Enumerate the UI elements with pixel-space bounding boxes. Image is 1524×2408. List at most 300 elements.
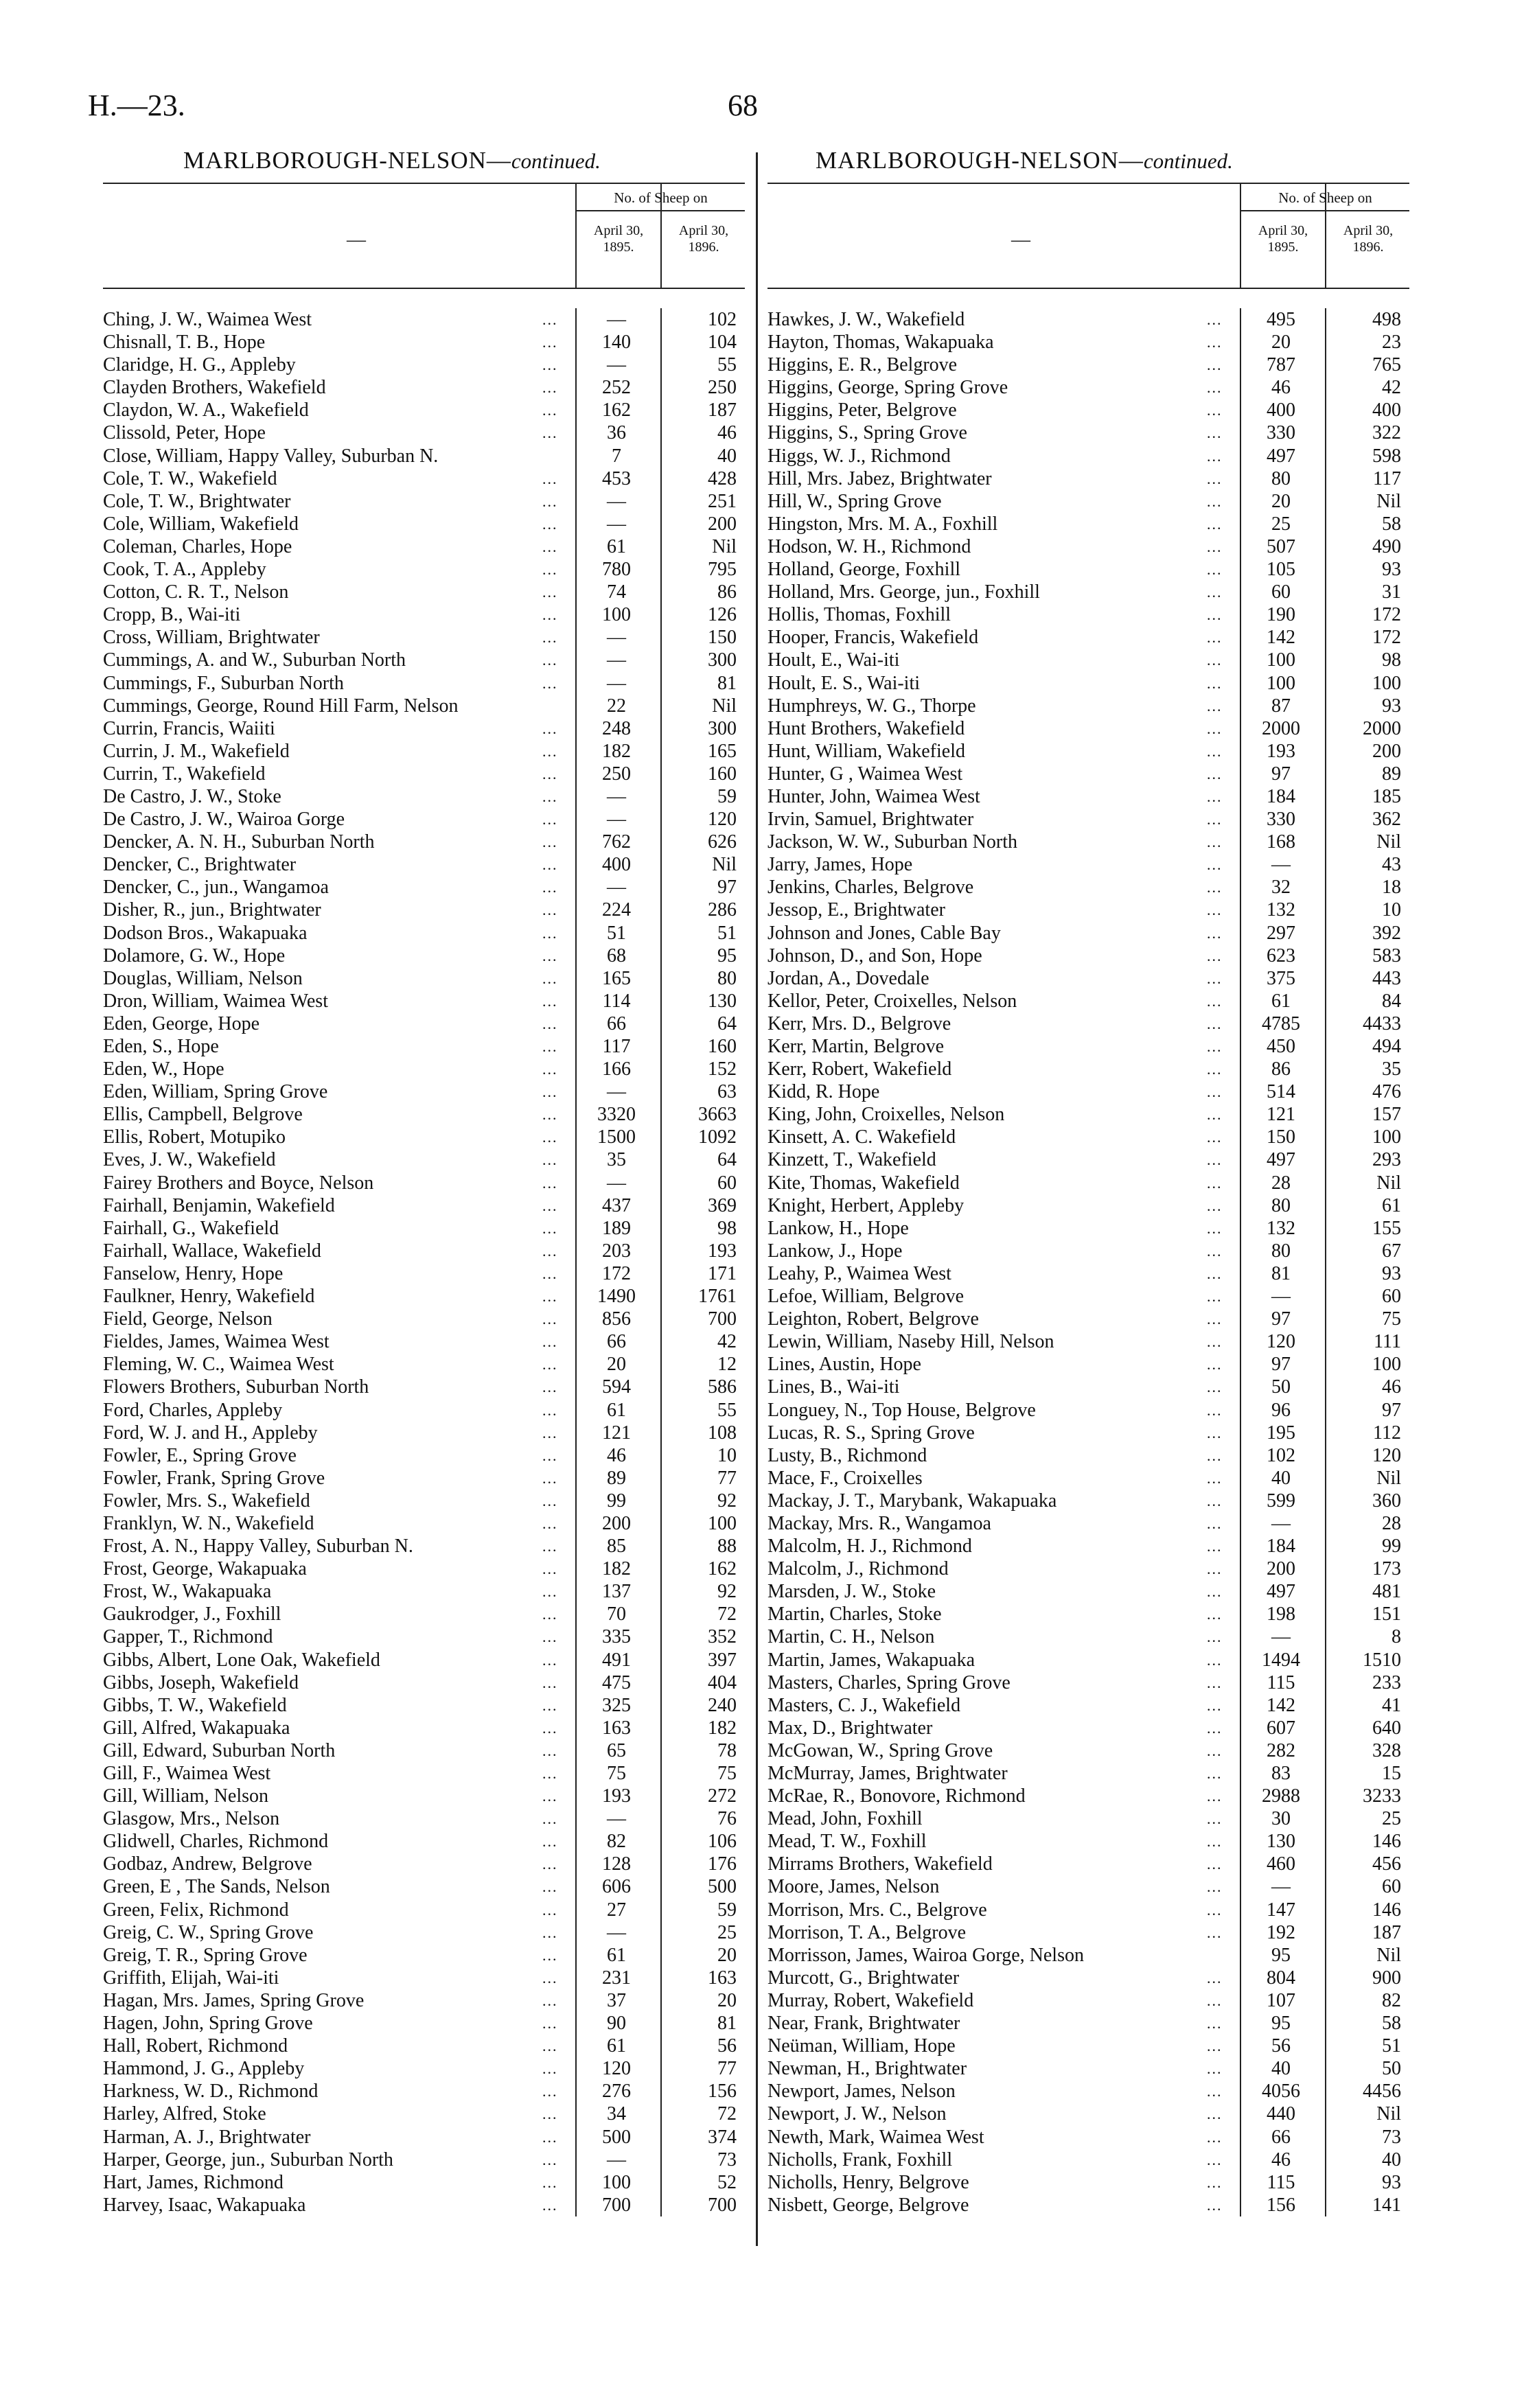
left-header-1896: April 30, 1896. (678, 223, 729, 255)
owner-name: Kellor, Peter, Croixelles, Nelson (767, 990, 1017, 1012)
sheep-count-1895: 99 (607, 1490, 626, 1512)
leader-dots: ... (542, 1310, 558, 1328)
leader-dots: ... (1207, 1560, 1223, 1578)
owner-name: Field, George, Nelson (103, 1308, 273, 1330)
sheep-count-1896: 25 (1382, 1808, 1401, 1830)
leader-dots: ... (542, 1356, 558, 1374)
leader-dots: ... (1207, 2128, 1223, 2146)
leader-dots: ... (542, 2196, 558, 2214)
table-row (767, 2035, 1409, 2057)
table-row (103, 1353, 745, 1376)
owner-name: Cropp, B., Wai-iti (103, 604, 241, 626)
left-header-sheep: No. of Sheep on (577, 185, 745, 211)
owner-name: Glidwell, Charles, Richmond (103, 1831, 329, 1853)
sheep-count-1896: 130 (708, 990, 737, 1012)
leader-dots: ... (542, 1628, 558, 1646)
table-row (103, 1535, 745, 1558)
right-header-1896: April 30, 1896. (1343, 223, 1394, 255)
table-row (103, 2012, 745, 2035)
table-row (767, 853, 1409, 876)
table-row (767, 1649, 1409, 1671)
sheep-count-1896: 46 (717, 422, 737, 444)
leader-dots: ... (542, 719, 558, 737)
sheep-count-1896: 4433 (1363, 1012, 1401, 1034)
owner-name: Fairhall, Benjamin, Wakefield (103, 1194, 335, 1216)
sheep-count-1896: 160 (708, 1036, 737, 1057)
owner-name: Newport, J. W., Nelson (767, 2103, 947, 2125)
owner-name: Irvin, Samuel, Brightwater (767, 809, 974, 831)
sheep-count-1896: 300 (708, 717, 737, 739)
owner-name: Gapper, T., Richmond (103, 1626, 273, 1648)
leader-dots: ... (1207, 629, 1223, 647)
sheep-count-1896: 165 (708, 740, 737, 762)
table-row (103, 1694, 745, 1717)
sheep-count-1895: 162 (602, 400, 631, 421)
leader-dots: ... (542, 2083, 558, 2100)
sheep-count-1896: 59 (717, 785, 737, 807)
table-row (767, 1490, 1409, 1512)
table-row (103, 1717, 745, 1739)
owner-name: Clayden Brothers, Wakefield (103, 377, 326, 399)
sheep-count-1895: 4056 (1262, 2081, 1300, 2103)
table-row (103, 2057, 745, 2080)
sheep-count-1895: 147 (1267, 1899, 1295, 1921)
table-row (767, 1921, 1409, 1944)
sheep-count-1896: 112 (1373, 1422, 1401, 1444)
leader-dots: ... (1207, 334, 1223, 351)
sheep-count-1895: — (607, 809, 626, 831)
sheep-count-1896: 286 (708, 899, 737, 921)
leader-dots: ... (542, 1878, 558, 1896)
leader-dots: ... (542, 2015, 558, 2033)
owner-name: Dencker, C., jun., Wangamoa (103, 877, 329, 899)
table-row (767, 626, 1409, 649)
owner-name: Lankow, J., Hope (767, 1240, 903, 1262)
sheep-count-1895: 46 (607, 1444, 626, 1466)
leader-dots: ... (1207, 515, 1223, 533)
owner-name: Fanselow, Henry, Hope (103, 1262, 284, 1284)
sheep-count-1896: 126 (708, 604, 737, 626)
sheep-count-1896: 64 (717, 1149, 737, 1171)
leader-dots: ... (1207, 1514, 1223, 1532)
sheep-count-1896: 598 (1372, 445, 1401, 467)
leader-dots: ... (1207, 833, 1223, 851)
sheep-count-1895: — (607, 1081, 626, 1103)
owner-name: Hooper, Francis, Wakefield (767, 627, 979, 649)
sheep-count-1895: 132 (1267, 899, 1295, 921)
sheep-count-1895: 3320 (597, 1104, 636, 1126)
sheep-count-1895: 107 (1267, 1989, 1295, 2011)
leader-dots: ... (542, 742, 558, 760)
sheep-count-1895: 182 (602, 740, 631, 762)
table-row (767, 581, 1409, 603)
leader-dots: ... (1207, 1901, 1223, 1919)
owner-name: Eden, W., Hope (103, 1058, 224, 1080)
owner-name: Close, William, Happy Valley, Suburban N. (103, 445, 439, 467)
table-row (767, 1694, 1409, 1717)
leader-dots: ... (1207, 1810, 1223, 1828)
sheep-count-1896: 97 (1382, 1399, 1401, 1421)
table-row (767, 1308, 1409, 1330)
leader-dots: ... (1207, 537, 1223, 555)
sheep-count-1895: 140 (602, 332, 631, 354)
table-row (103, 1625, 745, 1648)
sheep-count-1896: 77 (717, 1467, 737, 1489)
owner-name: Disher, R., jun., Brightwater (103, 899, 321, 921)
sheep-count-1896: 360 (1372, 1490, 1401, 1512)
owner-name: Douglas, William, Nelson (103, 967, 303, 989)
owner-name: Eden, George, Hope (103, 1012, 260, 1034)
leader-dots: ... (542, 1174, 558, 1192)
sheep-count-1896: 42 (1382, 377, 1401, 399)
leader-dots: ... (542, 1855, 558, 1873)
sheep-count-1896: 160 (708, 763, 737, 785)
owner-name: Jarry, James, Hope (767, 854, 913, 876)
right-header-sheep: No. of Sheep on (1241, 185, 1409, 211)
sheep-count-1895: 606 (602, 1876, 631, 1898)
table-row (767, 2194, 1409, 2216)
table-row (767, 990, 1409, 1012)
owner-name: Frost, W., Wakapuaka (103, 1581, 272, 1603)
owner-name: Leighton, Robert, Belgrove (767, 1308, 979, 1330)
owner-name: Higgins, S., Spring Grove (767, 422, 967, 444)
owner-name: Hollis, Thomas, Foxhill (767, 604, 951, 626)
table-row (103, 1989, 745, 2012)
owner-name: Dodson Bros., Wakapuaka (103, 922, 308, 944)
table-row (767, 354, 1409, 376)
table-row (767, 2012, 1409, 2035)
sheep-count-1895: 87 (1271, 695, 1291, 717)
sheep-count-1896: 40 (717, 445, 737, 467)
sheep-count-1896: 77 (717, 2058, 737, 2080)
table-row (767, 1376, 1409, 1398)
owner-name: Griffith, Elijah, Wai-iti (103, 1967, 279, 1989)
table-row (103, 808, 745, 831)
table-row (103, 1830, 745, 1853)
owner-name: Humphreys, W. G., Thorpe (767, 695, 976, 717)
leader-dots: ... (542, 674, 558, 692)
leader-dots: ... (542, 811, 558, 829)
sheep-count-1895: 114 (602, 990, 631, 1012)
sheep-count-1895: 7 (612, 445, 621, 467)
table-row (103, 2194, 745, 2216)
sheep-count-1896: 490 (1372, 535, 1401, 557)
table-row (767, 967, 1409, 990)
table-row (767, 467, 1409, 490)
leader-dots: ... (1207, 1401, 1223, 1419)
table-row (103, 1921, 745, 1944)
sheep-count-1895: 400 (602, 854, 631, 876)
leader-dots: ... (1207, 856, 1223, 874)
table-row (767, 445, 1409, 467)
owner-name: Leahy, P., Waimea West (767, 1262, 951, 1284)
table-row (103, 603, 745, 626)
table-row (767, 831, 1409, 853)
leader-dots: ... (1207, 1424, 1223, 1442)
owner-name: Mead, John, Foxhill (767, 1808, 923, 1830)
leader-dots: ... (542, 1901, 558, 1919)
leader-dots: ... (542, 1264, 558, 1282)
sheep-count-1896: 300 (708, 649, 737, 671)
owner-name: McMurray, James, Brightwater (767, 1763, 1008, 1784)
table-row (103, 2171, 745, 2194)
leader-dots: ... (542, 1674, 558, 1691)
table-row (103, 1058, 745, 1080)
sheep-count-1896: 404 (708, 1671, 737, 1693)
sheep-count-1896: 187 (1372, 1921, 1401, 1943)
owner-name: Mead, T. W., Foxhill (767, 1831, 927, 1853)
table-row (103, 513, 745, 535)
owner-name: Fieldes, James, Waimea West (103, 1331, 330, 1353)
table-row (767, 899, 1409, 921)
leader-dots: ... (1207, 1696, 1223, 1714)
sheep-count-1896: 187 (708, 400, 737, 421)
table-row (767, 308, 1409, 331)
owner-name: Mackay, J. T., Marybank, Wakapuaka (767, 1490, 1057, 1512)
table-row (103, 1194, 745, 1217)
page-number: 68 (728, 89, 758, 122)
table-row (767, 1262, 1409, 1285)
leader-dots: ... (1207, 742, 1223, 760)
sheep-count-1896: 328 (1372, 1739, 1401, 1761)
table-row (103, 1422, 745, 1444)
sheep-count-1896: 73 (717, 2149, 737, 2170)
sheep-count-1896: 392 (1372, 922, 1401, 944)
owner-name: Malcolm, H. J., Richmond (767, 1536, 972, 1558)
leader-dots: ... (1207, 1741, 1223, 1759)
sheep-count-1895: 130 (1267, 1831, 1295, 1853)
sheep-count-1895: — (607, 877, 626, 899)
leader-dots: ... (542, 2128, 558, 2146)
leader-dots: ... (542, 402, 558, 419)
sheep-count-1895: 83 (1271, 1763, 1291, 1784)
leader-dots: ... (1207, 1264, 1223, 1282)
table-row (767, 558, 1409, 581)
owner-name: Hayton, Thomas, Wakapuaka (767, 332, 994, 354)
leader-dots: ... (1207, 561, 1223, 579)
table-row (767, 1399, 1409, 1422)
owner-name: Murcott, G., Brightwater (767, 1967, 960, 1989)
table-row (767, 1875, 1409, 1898)
leader-dots: ... (1207, 1969, 1223, 1987)
table-row (767, 1944, 1409, 1967)
sheep-count-1895: 198 (1267, 1604, 1295, 1625)
owner-name: Dencker, A. N. H., Suburban North (103, 831, 375, 853)
table-row (103, 1739, 745, 1762)
table-row (103, 1217, 745, 1240)
table-row (767, 421, 1409, 444)
sheep-count-1896: 152 (708, 1058, 737, 1080)
owner-name: Eves, J. W., Wakefield (103, 1149, 276, 1171)
owner-name: Lewin, William, Naseby Hill, Nelson (767, 1331, 1054, 1353)
sheep-count-1895: 762 (602, 831, 631, 853)
table-row (767, 740, 1409, 763)
owner-name: Harkness, W. D., Richmond (103, 2081, 319, 2103)
sheep-count-1895: 250 (602, 763, 631, 785)
sheep-count-1896: 72 (717, 1604, 737, 1625)
table-row (767, 1172, 1409, 1194)
sheep-count-1896: 58 (1382, 513, 1401, 535)
table-row (103, 581, 745, 603)
sheep-count-1895: 61 (607, 535, 626, 557)
owner-name: Clissold, Peter, Hope (103, 422, 266, 444)
sheep-count-1895: 86 (1271, 1058, 1291, 1080)
sheep-count-1896: 100 (1372, 672, 1401, 694)
sheep-count-1895: 335 (602, 1626, 631, 1648)
leader-dots: ... (542, 1741, 558, 1759)
leader-dots: ... (542, 1833, 558, 1851)
sheep-count-1896: 20 (717, 1989, 737, 2011)
table-row (103, 763, 745, 785)
sheep-count-1895: 190 (1267, 604, 1295, 626)
right-header-1895: April 30, 1895. (1258, 223, 1308, 255)
sheep-count-1895: 497 (1267, 1581, 1295, 1603)
sheep-count-1896: 369 (708, 1194, 737, 1216)
sheep-count-1895: 163 (602, 1717, 631, 1739)
sheep-count-1895: 2988 (1262, 1785, 1300, 1807)
leader-dots: ... (1207, 651, 1223, 669)
table-row (767, 945, 1409, 967)
table-row (767, 1126, 1409, 1148)
owner-name: Lines, B., Wai-iti (767, 1376, 900, 1398)
owner-name: Hodson, W. H., Richmond (767, 535, 971, 557)
leader-dots: ... (1207, 1833, 1223, 1851)
sheep-count-1896: 443 (1372, 967, 1401, 989)
sheep-count-1896: 250 (708, 377, 737, 399)
table-row (103, 1580, 745, 1603)
leader-dots: ... (542, 1606, 558, 1623)
leader-dots: ... (1207, 1991, 1223, 2009)
owner-name: Mace, F., Croixelles (767, 1467, 923, 1489)
table-row (103, 2035, 745, 2057)
leader-dots: ... (1207, 1174, 1223, 1192)
leader-dots: ... (1207, 1583, 1223, 1601)
sheep-count-1895: 89 (607, 1467, 626, 1489)
leader-dots: ... (1207, 1492, 1223, 1509)
sheep-count-1896: 60 (717, 1172, 737, 1194)
sheep-count-1896: 172 (1372, 604, 1401, 626)
table-row (767, 2080, 1409, 2103)
leader-dots: ... (542, 1151, 558, 1169)
sheep-count-1895: 231 (602, 1967, 631, 1989)
leader-dots: ... (542, 1242, 558, 1260)
left-title-continued: continued. (511, 149, 601, 173)
owner-name: Claydon, W. A., Wakefield (103, 400, 309, 421)
sheep-count-1896: 374 (708, 2126, 737, 2148)
owner-name: Coleman, Charles, Hope (103, 535, 292, 557)
owner-name: Higgins, George, Spring Grove (767, 377, 1008, 399)
leader-dots: ... (1207, 402, 1223, 419)
table-row (767, 1830, 1409, 1853)
sheep-count-1896: 55 (717, 1399, 737, 1421)
table-row (103, 1944, 745, 1967)
sheep-count-1895: 297 (1267, 922, 1295, 944)
table-row (103, 1785, 745, 1807)
sheep-count-1896: 52 (717, 2171, 737, 2193)
sheep-count-1895: 66 (607, 1012, 626, 1034)
table-row (103, 717, 745, 740)
owner-name: Ellis, Campbell, Belgrove (103, 1104, 303, 1126)
sheep-count-1895: 491 (602, 1649, 631, 1671)
sheep-count-1895: — (1271, 1286, 1291, 1308)
sheep-count-1896: 481 (1372, 1581, 1401, 1603)
table-row (767, 2057, 1409, 2080)
sheep-count-1895: 184 (1267, 1536, 1295, 1558)
sheep-count-1896: 84 (1382, 990, 1401, 1012)
leader-dots: ... (1207, 1878, 1223, 1896)
leader-dots: ... (542, 2037, 558, 2055)
leader-dots: ... (1207, 1151, 1223, 1169)
leader-dots: ... (542, 379, 558, 397)
table-row (103, 1558, 745, 1580)
table-row (767, 785, 1409, 808)
table-row (103, 1807, 745, 1830)
sheep-count-1895: 330 (1267, 809, 1295, 831)
sheep-count-1895: 90 (607, 2013, 626, 2035)
table-row (767, 1148, 1409, 1171)
sheep-count-1895: 594 (602, 1376, 631, 1398)
table-row (767, 1444, 1409, 1467)
owner-name: Cotton, C. R. T., Nelson (103, 581, 289, 603)
owner-name: Greig, C. W., Spring Grove (103, 1921, 314, 1943)
owner-name: Gill, F., Waimea West (103, 1763, 271, 1784)
sheep-count-1896: 58 (1382, 2013, 1401, 2035)
owner-name: Lines, Austin, Hope (767, 1354, 921, 1376)
leader-dots: ... (1207, 1469, 1223, 1487)
table-row (103, 695, 745, 717)
owner-name: Hart, James, Richmond (103, 2171, 284, 2193)
leader-dots: ... (1207, 674, 1223, 692)
table-row (103, 1148, 745, 1171)
sheep-count-1896: 106 (708, 1831, 737, 1853)
leader-dots: ... (1207, 356, 1223, 374)
sheep-count-1896: 200 (1372, 740, 1401, 762)
sheep-count-1895: 276 (602, 2081, 631, 2103)
sheep-count-1895: — (1271, 854, 1291, 876)
table-row (767, 695, 1409, 717)
sheep-count-1895: 400 (1267, 400, 1295, 421)
sheep-count-1895: 193 (602, 1785, 631, 1807)
table-row (103, 922, 745, 945)
sheep-count-1896: 155 (1372, 1217, 1401, 1239)
leader-dots: ... (542, 1015, 558, 1032)
sheep-count-1896: 146 (1372, 1831, 1401, 1853)
sheep-count-1896: 120 (1372, 1444, 1401, 1466)
sheep-count-1896: 352 (708, 1626, 737, 1648)
sheep-count-1895: 74 (607, 581, 626, 603)
owner-name: Hoult, E. S., Wai-iti (767, 672, 921, 694)
sheep-count-1896: 64 (717, 1012, 737, 1034)
sheep-count-1895: 700 (602, 2194, 631, 2216)
table-row (767, 1762, 1409, 1785)
leader-dots: ... (1207, 1538, 1223, 1555)
sheep-count-1896: 72 (717, 2103, 737, 2125)
owner-name: Martin, Charles, Stoke (767, 1604, 942, 1625)
table-row (103, 445, 745, 467)
table-row (767, 922, 1409, 945)
owner-name: Jenkins, Charles, Belgrove (767, 877, 974, 899)
sheep-count-1895: 507 (1267, 535, 1295, 557)
owner-name: Harley, Alfred, Stoke (103, 2103, 266, 2125)
table-row (103, 1285, 745, 1308)
table-row (103, 899, 745, 921)
table-row (103, 785, 745, 808)
table-row (767, 2103, 1409, 2125)
sheep-count-1895: 40 (1271, 2058, 1291, 2080)
sheep-count-1895: 95 (1271, 1944, 1291, 1966)
owner-name: Cole, William, Wakefield (103, 513, 299, 535)
table-row (103, 331, 745, 354)
